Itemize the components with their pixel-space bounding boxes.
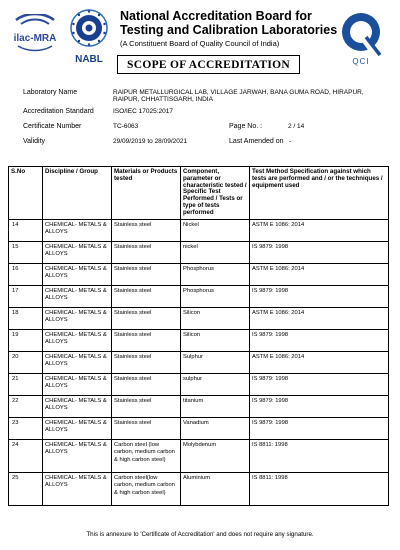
table-cell-discipline: CHEMICAL- METALS & ALLOYS	[43, 241, 112, 263]
table-cell-method: IS 8811: 1998	[250, 439, 389, 472]
table-cell-component: Aluminium	[181, 472, 250, 505]
table-cell-sno: 18	[9, 307, 43, 329]
validity-value: 29/09/2019 to 28/09/2021	[113, 138, 188, 145]
table-row	[9, 373, 389, 395]
table-cell-component: nickel	[181, 241, 250, 263]
amended-value: -	[289, 138, 292, 145]
table-cell-material: Stainless steel	[112, 329, 181, 351]
ilac-mra-logo	[12, 14, 58, 54]
table-cell-material: Stainless steel	[112, 285, 181, 307]
table-cell-method: IS 9879: 1998	[250, 329, 389, 351]
table-row	[9, 417, 389, 439]
table-cell-method: ASTM E 1086: 2014	[250, 307, 389, 329]
qci-logo-text: QCI	[352, 57, 370, 66]
table-cell-material: Carbon steel (low carbon, medium carbon & high carbon steel)	[112, 439, 181, 472]
ilac-mra-logo-text: ilac-MRA	[13, 33, 57, 44]
qci-logo	[336, 10, 386, 66]
table-cell-discipline: CHEMICAL- METALS & ALLOYS	[43, 329, 112, 351]
table-cell-discipline: CHEMICAL- METALS & ALLOYS	[43, 439, 112, 472]
lab-name-line-1: RAIPUR METALLURGICAL LAB, VILLAGE JARWAH, BANA GUMA ROAD, HIRAPUR,	[113, 89, 364, 96]
table-cell-material: Stainless steel	[112, 307, 181, 329]
title-line-2: Testing and Calibration Laboratories	[120, 23, 338, 37]
table-cell-sno: 21	[9, 373, 43, 395]
page-value: 2 / 14	[288, 123, 305, 130]
nabl-logo-text: NABL	[75, 54, 103, 65]
certificate-label: Certificate Number	[23, 123, 82, 130]
table-row	[9, 351, 389, 373]
table-cell-discipline: CHEMICAL- METALS & ALLOYS	[43, 417, 112, 439]
table-cell-material: Stainless steel	[112, 351, 181, 373]
table-cell-discipline: CHEMICAL- METALS & ALLOYS	[43, 395, 112, 417]
table-cell-discipline: CHEMICAL- METALS & ALLOYS	[43, 285, 112, 307]
table-cell-sno: 14	[9, 219, 43, 241]
table-row	[9, 439, 389, 472]
scope-title-box	[117, 55, 300, 74]
table-cell-discipline: CHEMICAL- METALS & ALLOYS	[43, 263, 112, 285]
table-cell-method: ASTM E 1086: 2014	[250, 351, 389, 373]
nabl-logo	[68, 8, 110, 66]
table-cell-material: Stainless steel	[112, 241, 181, 263]
table-cell-method: IS 9879: 1998	[250, 417, 389, 439]
title-line-1: National Accreditation Board for	[120, 9, 312, 23]
page-label: Page No. :	[229, 123, 263, 130]
table-row	[9, 219, 389, 241]
table-cell-sno: 20	[9, 351, 43, 373]
table-cell-sno: 19	[9, 329, 43, 351]
table-cell-component: Silicon	[181, 329, 250, 351]
lab-name-line-2: RAIPUR, CHHATTISGARH, INDIA	[113, 96, 213, 103]
table-cell-sno: 22	[9, 395, 43, 417]
subtitle: (A Constituent Board of Quality Council of India)	[120, 39, 280, 48]
table-cell-discipline: CHEMICAL- METALS & ALLOYS	[43, 472, 112, 505]
certificate-value: TC-6063	[113, 123, 139, 130]
table-cell-material: Stainless steel	[112, 373, 181, 395]
table-cell-method: IS 9879: 1998	[250, 395, 389, 417]
standard-value: ISO/IEC 17025:2017	[113, 108, 173, 115]
table-cell-component: titanium	[181, 395, 250, 417]
header-discipline: Discipline / Group	[43, 167, 112, 220]
table-row	[9, 263, 389, 285]
table-cell-method: ASTM E 1086: 2014	[250, 263, 389, 285]
table-cell-component: Sulphur	[181, 351, 250, 373]
header-materials: Materials or Products tested	[112, 167, 181, 220]
standard-label: Accreditation Standard	[23, 108, 94, 115]
table-row	[9, 307, 389, 329]
table-row	[9, 241, 389, 263]
header-component: Component, parameter or characteristic tested / Specific Test Performed / Tests or type of tests performed	[181, 167, 250, 220]
table-cell-sno: 25	[9, 472, 43, 505]
table-cell-material: Stainless steel	[112, 263, 181, 285]
table-body	[9, 219, 389, 505]
table-row	[9, 285, 389, 307]
table-row	[9, 472, 389, 505]
table-cell-component: Phosphorus	[181, 285, 250, 307]
table-cell-sno: 23	[9, 417, 43, 439]
table-cell-discipline: CHEMICAL- METALS & ALLOYS	[43, 351, 112, 373]
table-cell-method: IS 9879: 1998	[250, 285, 389, 307]
footer-note: This is annexure to 'Certificate of Accreditation' and does not require any signature.	[86, 531, 314, 538]
table-cell-discipline: CHEMICAL- METALS & ALLOYS	[43, 219, 112, 241]
table-row	[9, 395, 389, 417]
table-cell-component: sulphur	[181, 373, 250, 395]
table-cell-discipline: CHEMICAL- METALS & ALLOYS	[43, 307, 112, 329]
header-sno: S.No	[9, 167, 43, 220]
table-cell-sno: 24	[9, 439, 43, 472]
table-cell-material: Stainless steel	[112, 395, 181, 417]
table-cell-component: Phosphorus	[181, 263, 250, 285]
table-cell-method: ASTM E 1086: 2014	[250, 219, 389, 241]
table-cell-component: Vanadium	[181, 417, 250, 439]
lab-name-label: Laboratory Name	[23, 89, 78, 96]
table-cell-component: Silicon	[181, 307, 250, 329]
table-cell-material: Stainless steel	[112, 219, 181, 241]
amended-label: Last Amended on	[229, 138, 284, 145]
table-header-row	[9, 167, 389, 220]
table-cell-discipline: CHEMICAL- METALS & ALLOYS	[43, 373, 112, 395]
table-cell-sno: 17	[9, 285, 43, 307]
scope-title: SCOPE OF ACCREDITATION	[127, 59, 290, 71]
table-cell-method: IS 9879: 1998	[250, 241, 389, 263]
table-row	[9, 329, 389, 351]
table-cell-sno: 16	[9, 263, 43, 285]
table-cell-material: Stainless steel	[112, 417, 181, 439]
table-cell-component: Nickel	[181, 219, 250, 241]
header-test-method: Test Method Specification against which tests are performed and / or the techniques / equipment used	[250, 167, 389, 220]
table-cell-method: IS 8811: 1998	[250, 472, 389, 505]
table-cell-component: Molybdenum	[181, 439, 250, 472]
validity-label: Validity	[23, 138, 46, 145]
table-cell-method: IS 9879: 1998	[250, 373, 389, 395]
scope-table	[8, 166, 389, 506]
table-cell-sno: 15	[9, 241, 43, 263]
table-cell-material: Carbon steel(low carbon, medium carbon & high carbon steel)	[112, 472, 181, 505]
